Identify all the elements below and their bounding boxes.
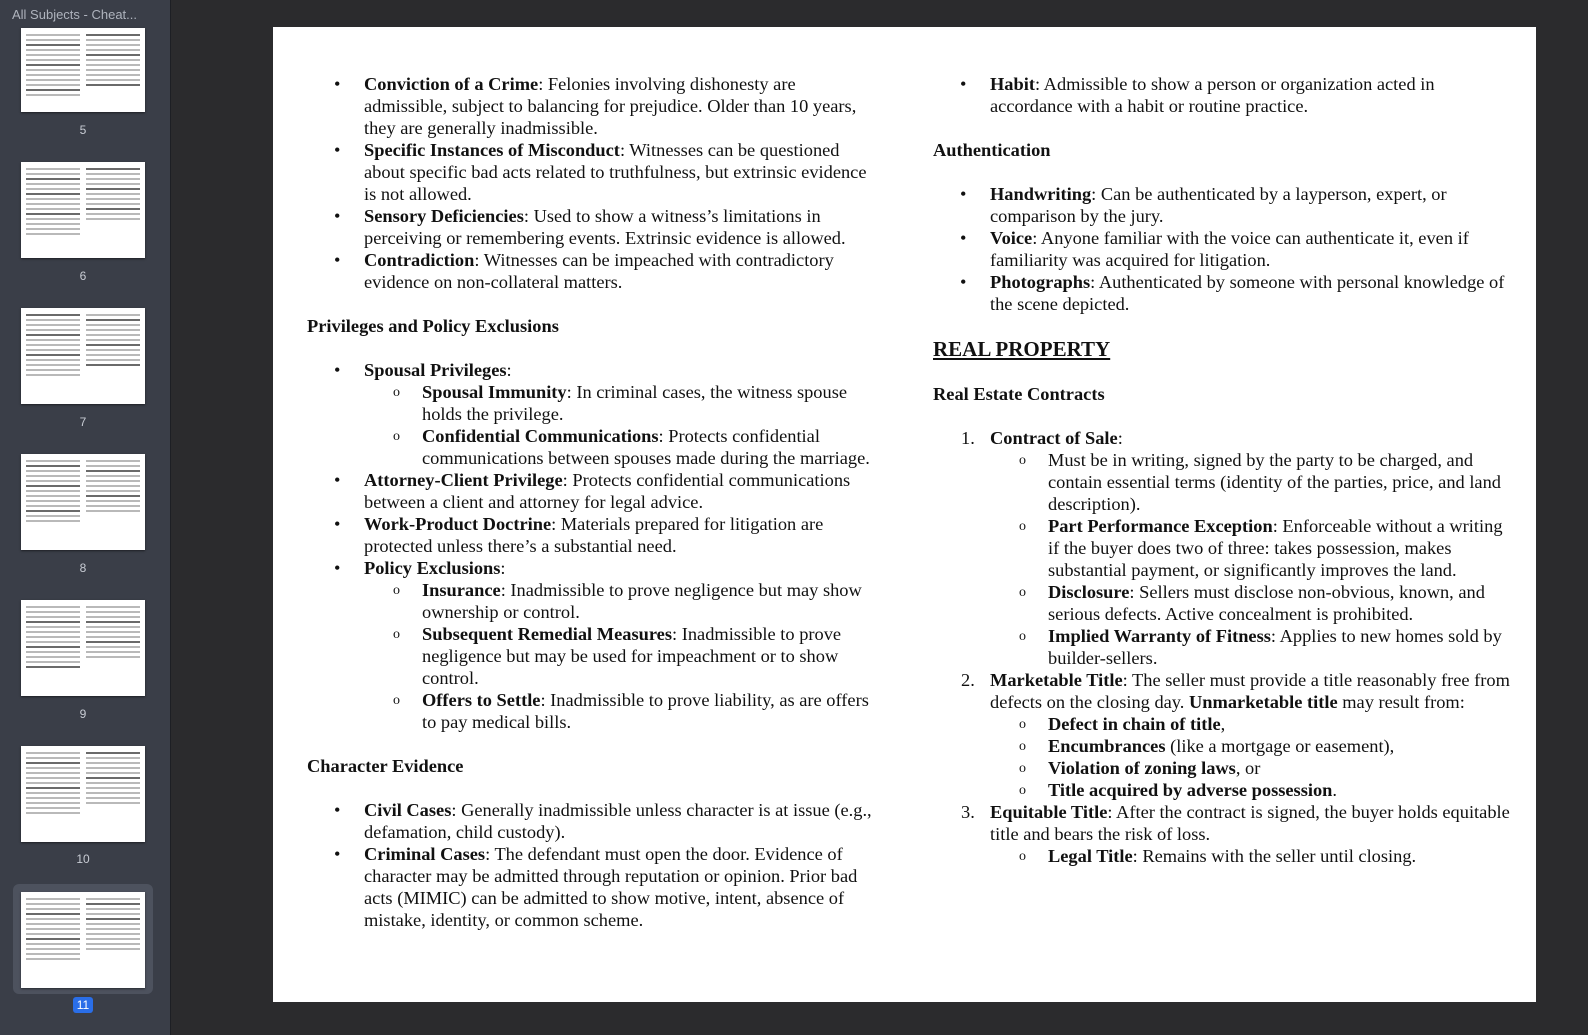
section-heading: Character Evidence	[307, 756, 464, 776]
sub-list-item: o Insurance: Inadmissible to prove negligence but may show ownership or control.	[393, 580, 862, 622]
left-column	[307, 73, 877, 931]
list-item: • Conviction of a Crime: Felonies involving dishonesty are admissible, subject to balancing for prejudice. Older than 10 years, they are generally inadmissible.	[334, 74, 857, 138]
page-number-8: 8	[79, 561, 87, 575]
sub-list-item: o Title acquired by adverse possession.	[1019, 780, 1338, 800]
page-thumbnail-9[interactable]	[21, 600, 145, 696]
list-item: • Contradiction: Witnesses can be impeached with contradictory evidence on non-collateral matters.	[334, 250, 834, 292]
sub-list-item: o Subsequent Remedial Measures: Inadmissible to prove negligence but may be used for impeachment or to show control.	[393, 624, 842, 688]
right-column	[933, 73, 1513, 867]
authentication-list	[933, 183, 1513, 315]
sub-list-item: o Violation of zoning laws, or	[1019, 758, 1261, 778]
numbered-item: 2. Marketable Title: The seller must provide a title reasonably free from defects on the closing day. Unmarketable title may result from:	[961, 670, 1510, 712]
thumbnail-sidebar	[0, 0, 171, 1035]
page-number-9: 9	[79, 707, 87, 721]
current-page-badge: 11	[73, 997, 93, 1013]
page-thumbnail-8[interactable]	[21, 454, 145, 550]
page-thumbnail-7[interactable]	[21, 308, 145, 404]
list-item: • Work-Product Doctrine: Materials prepared for litigation are protected unless there’s a substantial need.	[334, 514, 824, 556]
sub-list-item: o Offers to Settle: Inadmissible to prove liability, as are offers to pay medical bills.	[393, 690, 869, 732]
sub-list-item: o Confidential Communications: Protects confidential communications between spouses made during the marriage.	[393, 426, 870, 468]
list-item: • Attorney-Client Privilege: Protects confidential communications between a client and attorney for legal advice.	[334, 470, 851, 512]
list-item: • Spousal Privileges:	[334, 360, 512, 380]
page-number-11	[0, 998, 166, 1012]
impeachment-list	[307, 73, 877, 293]
contracts-list	[933, 427, 1513, 867]
section-heading: Real Estate Contracts	[933, 384, 1105, 404]
sub-list-item: o Defect in chain of title,	[1019, 714, 1226, 734]
sub-list-item: o Implied Warranty of Fitness: Applies to new homes sold by builder-sellers.	[1019, 626, 1502, 668]
document-page	[273, 27, 1536, 1002]
habit-list	[933, 73, 1513, 117]
list-item: • Habit: Admissible to show a person or organization acted in accordance with a habit or routine practice.	[960, 74, 1435, 116]
list-item: • Criminal Cases: The defendant must open the door. Evidence of character may be admitted through reputation or opinion. Prior bad acts (MIMIC) can be admitted to show motive, intent, absence of mistake, identity, or common scheme.	[334, 844, 858, 930]
numbered-item: 1. Contract of Sale:	[961, 428, 1123, 448]
section-title: REAL PROPERTY	[933, 337, 1111, 361]
section-heading: Privileges and Policy Exclusions	[307, 316, 559, 336]
character-list	[307, 799, 877, 931]
page-thumbnail-6[interactable]	[21, 162, 145, 258]
sub-list-item: o Spousal Immunity: In criminal cases, the witness spouse holds the privilege.	[393, 382, 848, 424]
sub-list-item: o Legal Title: Remains with the seller until closing.	[1019, 846, 1417, 866]
page-number-7: 7	[79, 415, 87, 429]
page-thumbnail-10[interactable]	[21, 746, 145, 842]
section-heading: Authentication	[933, 140, 1051, 160]
privileges-list	[307, 359, 877, 733]
list-item: • Civil Cases: Generally inadmissible unless character is at issue (e.g., defamation, child custody).	[334, 800, 872, 842]
page-number-10: 10	[76, 852, 90, 866]
list-item: • Specific Instances of Misconduct: Witnesses can be questioned about specific bad acts related to truthfulness, but extrinsic evidence is not allowed.	[334, 140, 867, 204]
page-number-6: 6	[79, 269, 87, 283]
page-thumbnail-11[interactable]	[21, 892, 145, 988]
sub-list-item: o Part Performance Exception: Enforceable without a writing if the buyer does two of three: takes possession, makes substantial payment, or significantly improves the land.	[1019, 516, 1503, 580]
list-item: • Photographs: Authenticated by someone with personal knowledge of the scene depicted.	[960, 272, 1505, 314]
list-item: • Voice: Anyone familiar with the voice can authenticate it, even if familiarity was acquired for litigation.	[960, 228, 1469, 270]
list-item: • Sensory Deficiencies: Used to show a witness’s limitations in perceiving or remembering events. Extrinsic evidence is allowed.	[334, 206, 846, 248]
document-viewer[interactable]	[171, 0, 1588, 1035]
list-item: • Handwriting: Can be authenticated by a layperson, expert, or comparison by the jury.	[960, 184, 1447, 226]
sub-list-item: o Must be in writing, signed by the party to be charged, and contain essential terms (identity of the parties, price, and land description).	[1019, 450, 1501, 514]
sub-list-item: o Encumbrances (like a mortgage or easement),	[1019, 736, 1395, 756]
list-item: • Policy Exclusions:	[334, 558, 506, 578]
numbered-item: 3. Equitable Title: After the contract is signed, the buyer holds equitable title and bears the risk of loss.	[961, 802, 1510, 844]
sub-list-item: o Disclosure: Sellers must disclose non-obvious, known, and serious defects. Active concealment is prohibited.	[1019, 582, 1485, 624]
window-title: All Subjects - Cheat...	[12, 7, 137, 22]
page-number-5: 5	[79, 123, 87, 137]
page-thumbnail-5[interactable]	[21, 28, 145, 112]
